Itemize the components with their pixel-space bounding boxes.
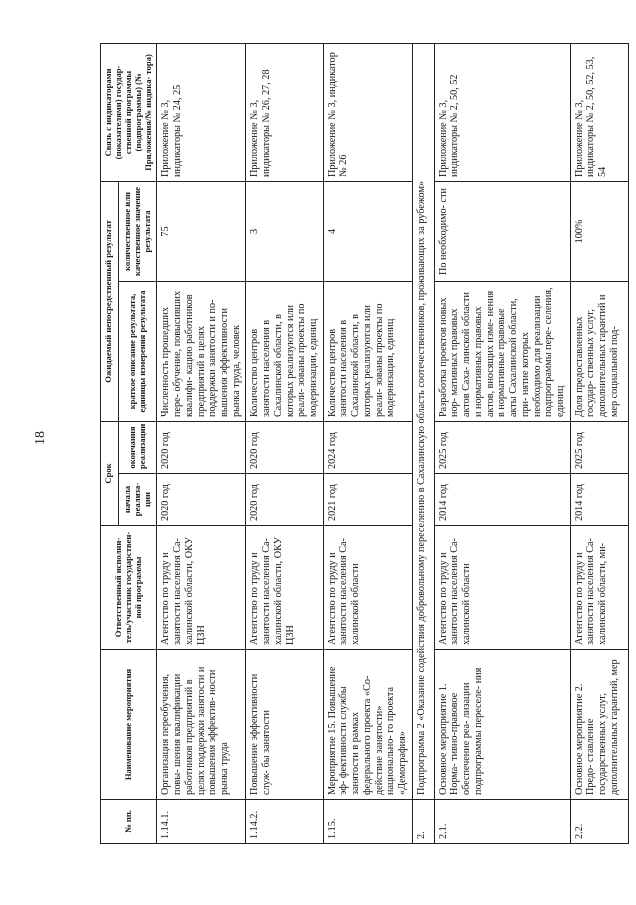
row-link: Приложение № 3, индикаторы № 2, 50, 52, 53, 54 bbox=[570, 43, 628, 181]
row-responsible: Агентство по труду и занятости населения Са- халинской области bbox=[323, 526, 412, 650]
row-end: 2020 год bbox=[157, 421, 246, 473]
row-result-desc: Количество центров занятости населения в Сахалинской области, в которых реализуются или реали- зованы проекты по модернизации, единиц bbox=[246, 281, 323, 421]
row-start: 2021 год bbox=[323, 474, 412, 526]
row-result-desc: Количество центров занятости населения в Сахалинской области, в которых реализуются или реали- зованы проекты по модернизации, единиц bbox=[323, 281, 412, 421]
header-responsible: Ответственный исполни- тель/участник государствен- ной программы bbox=[101, 526, 157, 650]
table-row bbox=[246, 43, 323, 843]
row-end: 2020 год bbox=[246, 421, 323, 473]
row-result-value: 3 bbox=[246, 181, 323, 281]
row-num: 1.15. bbox=[323, 800, 412, 844]
table-row bbox=[570, 43, 628, 843]
row-result-desc: Доля предоставленных государ- ственных услуг, дополнительных гарантий и мер социальной под- bbox=[570, 281, 628, 421]
row-name: Мероприятие 15. Повышение эф- фективности службы занятости в рамках федерального проекта «Со- действие занятости» национально- го проекта «Демография» bbox=[323, 650, 412, 800]
subprogram-num: 2. bbox=[412, 800, 434, 844]
header-link: Связь с индикаторами (показателями) государ- ственной программы (подпрограммы) (№ Приложения/№ индика- тора) bbox=[101, 43, 157, 181]
row-result-value: По необходимо- сти bbox=[434, 181, 570, 281]
table-row bbox=[157, 43, 246, 843]
table-row bbox=[323, 43, 412, 843]
header-num: № пп. bbox=[101, 800, 157, 844]
row-start: 2014 год bbox=[434, 474, 570, 526]
row-result-desc: Разработка проектов новых нор- мативных правовых актов Саха- линской области и нормативных правовых актов, вносящих изме- нения в нормативные правовые акты Сахалинской области, при- нятие которых необходимо для реализации подпрограммы пере- селения, единиц bbox=[434, 281, 570, 421]
row-link: Приложение № 3, индикатор № 26 bbox=[323, 43, 412, 181]
subprogram-row bbox=[412, 43, 434, 843]
row-result-value: 100% bbox=[570, 181, 628, 281]
header-name: Наименование мероприятия bbox=[101, 650, 157, 800]
row-name: Основное мероприятие 2. Предо- ставление государственных услуг, дополнительных гарантий, мер bbox=[570, 650, 628, 800]
header-term: Срок bbox=[101, 421, 119, 525]
row-responsible: Агентство по труду и занятости населения Са- халинской области bbox=[434, 526, 570, 650]
row-name: Организация переобучения, повы- шения квалификации работников предприятий в целях поддержки занятости и повышения эффектив- ности рынка труда bbox=[157, 650, 246, 800]
row-num: 1.14.1. bbox=[157, 800, 246, 844]
row-end: 2025 год bbox=[570, 421, 628, 473]
row-num: 2.1. bbox=[434, 800, 570, 844]
row-end: 2024 год bbox=[323, 421, 412, 473]
table-row bbox=[434, 43, 570, 843]
row-start: 2020 год bbox=[246, 474, 323, 526]
header-result-value: количественное или качественное значение результата bbox=[118, 181, 157, 281]
header-result: Ожидаемый непосредственный результат bbox=[101, 181, 119, 421]
row-result-value: 75 bbox=[157, 181, 246, 281]
row-link: Приложение № 3, индикаторы № 2, 50, 52 bbox=[434, 43, 570, 181]
row-result-value: 4 bbox=[323, 181, 412, 281]
row-link: Приложение № 3, индикаторы № 26, 27, 28 bbox=[246, 43, 323, 181]
row-responsible: Агентство по труду и занятости населения Са- халинской области, ми- bbox=[570, 526, 628, 650]
page-number: 18 bbox=[33, 431, 48, 445]
header-term-end: окончания реализации bbox=[118, 421, 157, 473]
subprogram-title: Подпрограмма 2 «Оказание содействия добровольному переселению в Сахалинскую область соотечественников, проживающих за рубежом» bbox=[412, 43, 434, 799]
header-result-desc: краткое описание результата, единицы измерения результата bbox=[118, 281, 157, 421]
activities-table bbox=[100, 43, 629, 844]
row-link: Приложение № 3, индикаторы № 24, 25 bbox=[157, 43, 246, 181]
rotated-table-frame bbox=[100, 44, 620, 844]
row-num: 1.14.2. bbox=[246, 800, 323, 844]
header-term-start: начала реализа- ции bbox=[118, 474, 157, 526]
row-num: 2.2. bbox=[570, 800, 628, 844]
row-end: 2025 год bbox=[434, 421, 570, 473]
row-responsible: Агентство по труду и занятости населения Са- халинской области, ОКУ ЦЗН bbox=[246, 526, 323, 650]
row-responsible: Агентство по труду и занятости населения Са- халинской области, ОКУ ЦЗН bbox=[157, 526, 246, 650]
row-name: Повышение эффективности служ- бы занятости bbox=[246, 650, 323, 800]
row-name: Основное мероприятие 1. Норма- тивно-правовое обеспечение реа- лизации подпрограммы переселе- ния bbox=[434, 650, 570, 800]
row-result-desc: Численность прошедших пере- обучение, повысивших квалифи- кацию работников предприятий в целях поддержки занятости и по- вышения эффективности рынка труда, человек bbox=[157, 281, 246, 421]
row-start: 2014 год bbox=[570, 474, 628, 526]
row-start: 2020 год bbox=[157, 474, 246, 526]
